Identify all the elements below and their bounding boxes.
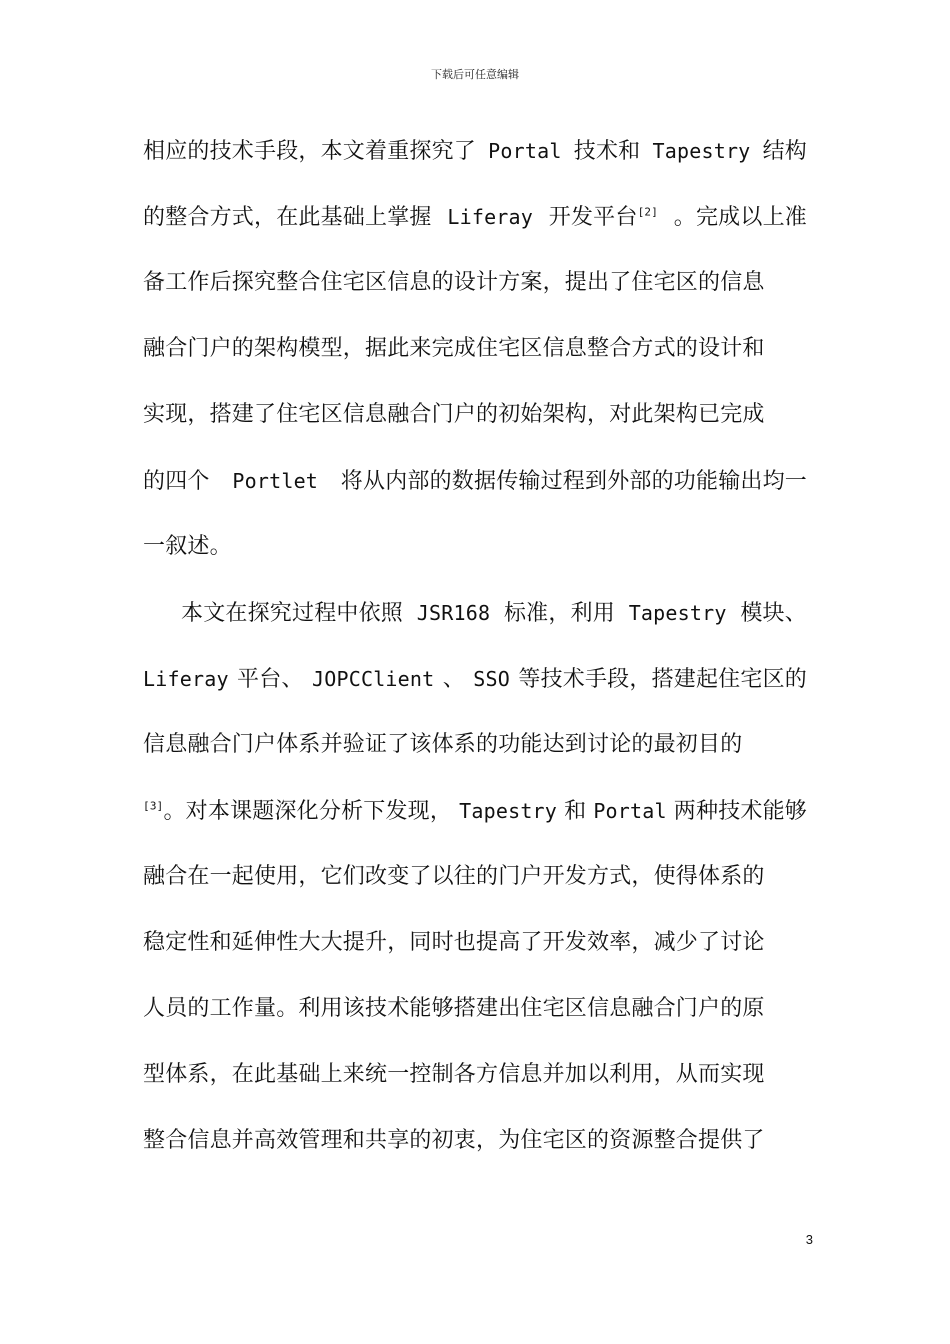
page-number: 3	[805, 1232, 813, 1247]
text-line	[143, 592, 807, 658]
text-segment: 。对本课题深化分析下发现，	[163, 799, 453, 824]
text-segment: 、	[442, 667, 465, 692]
text-segment: 型体系，在此基础上来统一控制各方信息并加以利用，从而实现	[143, 1062, 765, 1087]
text-segment: Portlet	[232, 469, 319, 493]
text-segment: Tapestry	[652, 139, 751, 163]
text-line	[143, 130, 807, 196]
text-segment: 平台、	[237, 667, 304, 692]
text-segment: 人员的工作量。利用该技术能够搭建出住宅区信息融合门户的原	[143, 996, 765, 1021]
text-segment: 开发平台	[548, 205, 638, 230]
text-line	[143, 856, 807, 922]
text-segment: 信息融合门户体系并验证了该体系的功能达到讨论的最初目的	[143, 732, 743, 757]
text-segment	[549, 197, 658, 239]
text-segment	[143, 791, 452, 833]
text-line	[143, 922, 807, 988]
text-segment: 。完成以上准	[673, 205, 807, 230]
page-header: 下载后可任意编辑	[431, 68, 519, 81]
text-segment: Portal	[593, 799, 667, 823]
text-segment: 相应的技术手段，本文着重探究了	[143, 139, 477, 164]
text-line	[143, 262, 807, 328]
text-segment: 等技术手段，搭建起住宅区的	[518, 667, 807, 692]
text-line	[143, 196, 807, 262]
text-line	[143, 658, 807, 724]
body-text	[143, 130, 807, 1186]
text-segment	[143, 593, 403, 635]
text-segment: 将从内部的数据传输过程到外部的功能输出均一	[340, 469, 807, 494]
text-segment: Tapestry	[628, 601, 727, 625]
text-line	[143, 460, 807, 526]
text-line	[143, 790, 807, 856]
text-line	[143, 394, 807, 460]
text-line	[143, 526, 807, 592]
text-segment: 备工作后探究整合住宅区信息的设计方案，提出了住宅区的信息	[143, 270, 765, 295]
text-segment: JSR168	[416, 601, 491, 625]
text-segment: 稳定性和延伸性大大提升，同时也提高了开发效率，减少了讨论	[143, 930, 765, 955]
text-segment: Tapestry	[459, 799, 558, 823]
text-line	[143, 328, 807, 394]
text-segment: 的四个	[143, 469, 210, 494]
text-segment: 融合门户的架构模型，据此来完成住宅区信息整合方式的设计和	[143, 336, 765, 361]
text-segment: JOPCClient	[311, 667, 435, 691]
text-line	[143, 1054, 807, 1120]
text-segment: Liferay	[143, 667, 229, 691]
text-segment: 的整合方式，在此基础上掌握	[143, 205, 432, 230]
text-segment: 融合在一起使用，它们改变了以往的门户开发方式，使得体系的	[143, 864, 765, 889]
text-line	[143, 724, 807, 790]
text-segment: 实现，搭建了住宅区信息融合门户的初始架构，对此架构已完成	[143, 402, 765, 427]
text-segment: 结构	[762, 139, 807, 164]
text-segment: 一叙述。	[143, 534, 232, 559]
citation-ref: [3]	[143, 799, 164, 813]
text-segment: 和	[564, 799, 587, 824]
text-segment: SSO	[473, 667, 511, 691]
citation-ref: [2]	[637, 205, 659, 219]
text-line	[143, 1120, 807, 1186]
text-segment: 两种技术能够	[673, 799, 807, 824]
text-line	[143, 988, 807, 1054]
text-segment: Liferay	[447, 205, 534, 229]
text-segment: 标准，利用	[503, 601, 615, 626]
text-segment: 本文在探究过程中依照	[181, 601, 404, 626]
text-segment: 整合信息并高效管理和共享的初衷，为住宅区的资源整合提供了	[143, 1128, 765, 1153]
text-segment: 技术和	[573, 139, 641, 164]
text-segment: 模块、	[740, 601, 807, 626]
text-segment: Portal	[488, 139, 562, 163]
